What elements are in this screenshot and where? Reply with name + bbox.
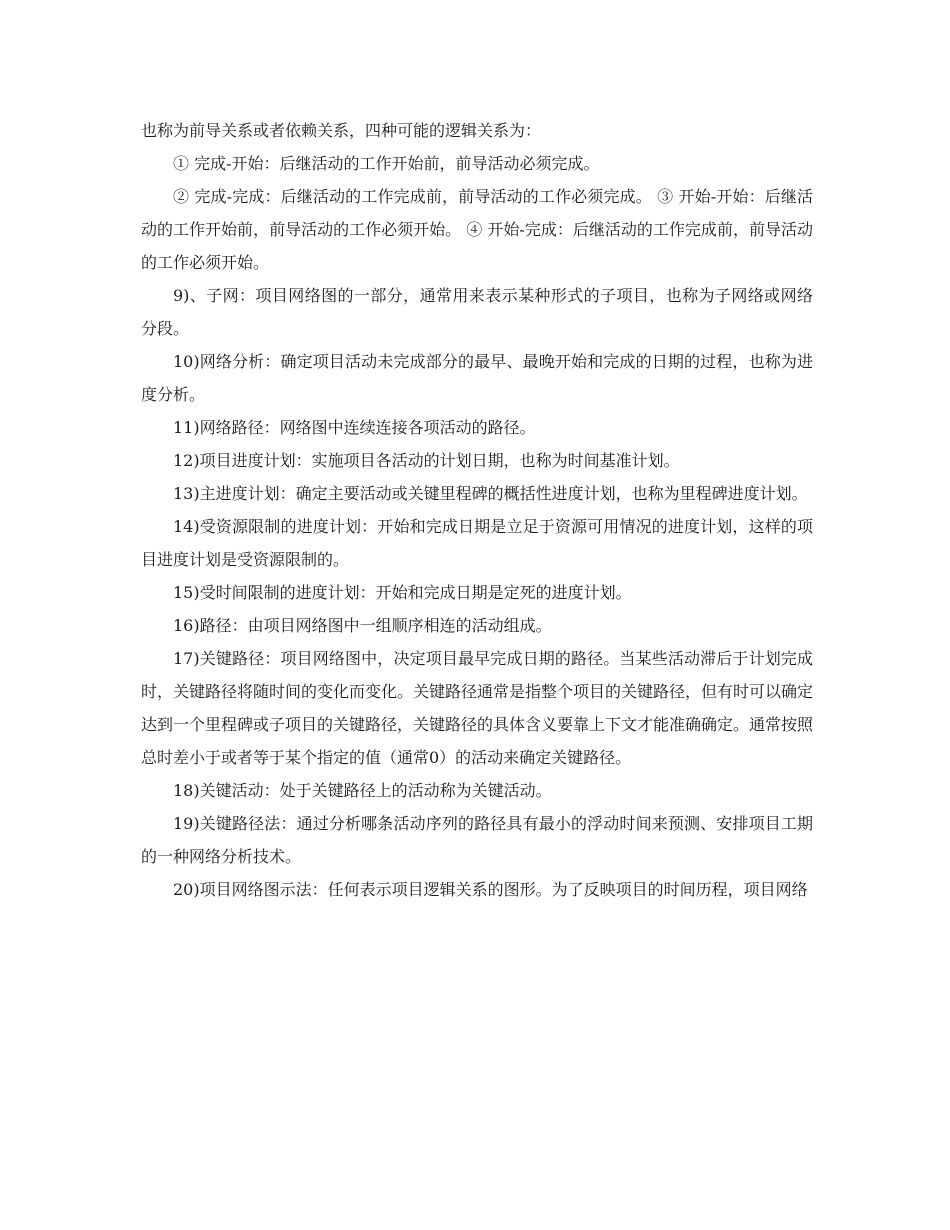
document-body xyxy=(141,114,813,906)
paragraph-critical-activity: 18)关键活动：处于关键路径上的活动称为关键活动。 xyxy=(173,781,552,800)
paragraph-master-schedule: 13)主进度计划：确定主要活动或关键里程碑的概括性进度计划，也称为里程碑进度计划。 xyxy=(173,484,808,503)
paragraph-other-relations: ② 完成-完成：后继活动的工作完成前，前导活动的工作必须完成。 ③ 开始-开始：后继活动的工作开始前，前导活动的工作必须开始。 ④ 开始-完成：后继活动的工作完成前，前导活动的工作必须开始。 xyxy=(141,187,813,272)
paragraph-resource-limited-schedule: 14)受资源限制的进度计划：开始和完成日期是立足于资源可用情况的进度计划，这样的项目进度计划是受资源限制的。 xyxy=(141,517,813,569)
paragraph-critical-path: 17)关键路径：项目网络图中，决定项目最早完成日期的路径。当某些活动滞后于计划完成时，关键路径将随时间的变化而变化。关键路径通常是指整个项目的关键路径，但有时可以确定达到一个里程碑或子项目的关键路径，关键路径的具体含义要靠上下文才能准确确定。通常按照总时差小于或者等于某个指定的值（通常0）的活动来确定关键路径。 xyxy=(141,649,814,767)
paragraph-network-path: 11)网络路径：网络图中连续连接各项活动的路径。 xyxy=(173,418,536,437)
paragraph-network-analysis: 10)网络分析：确定项目活动未完成部分的最早、最晚开始和完成的日期的过程，也称为进度分析。 xyxy=(141,352,813,404)
paragraph-critical-path-method: 19)关键路径法：通过分析哪条活动序列的路径具有最小的浮动时间来预测、安排项目工期的一种网络分析技术。 xyxy=(141,814,813,866)
paragraph-finish-to-start: ① 完成-开始：后继活动的工作开始前，前导活动必须完成。 xyxy=(173,154,600,173)
paragraph-logical-relations-intro: 也称为前导关系或者依赖关系，四种可能的逻辑关系为： xyxy=(141,121,542,140)
paragraph-time-limited-schedule: 15)受时间限制的进度计划：开始和完成日期是定死的进度计划。 xyxy=(173,583,632,602)
paragraph-project-schedule: 12)项目进度计划：实施项目各活动的计划日期，也称为时间基准计划。 xyxy=(173,451,680,470)
paragraph-subnet: 9)、子网：项目网络图的一部分，通常用来表示某种形式的子项目，也称为子网络或网络分段。 xyxy=(141,286,813,338)
paragraph-network-diagram-method: 20)项目网络图示法：任何表示项目逻辑关系的图形。为了反映项目的时间历程，项目网络 xyxy=(173,880,808,899)
paragraph-path: 16)路径：由项目网络图中一组顺序相连的活动组成。 xyxy=(173,616,552,635)
